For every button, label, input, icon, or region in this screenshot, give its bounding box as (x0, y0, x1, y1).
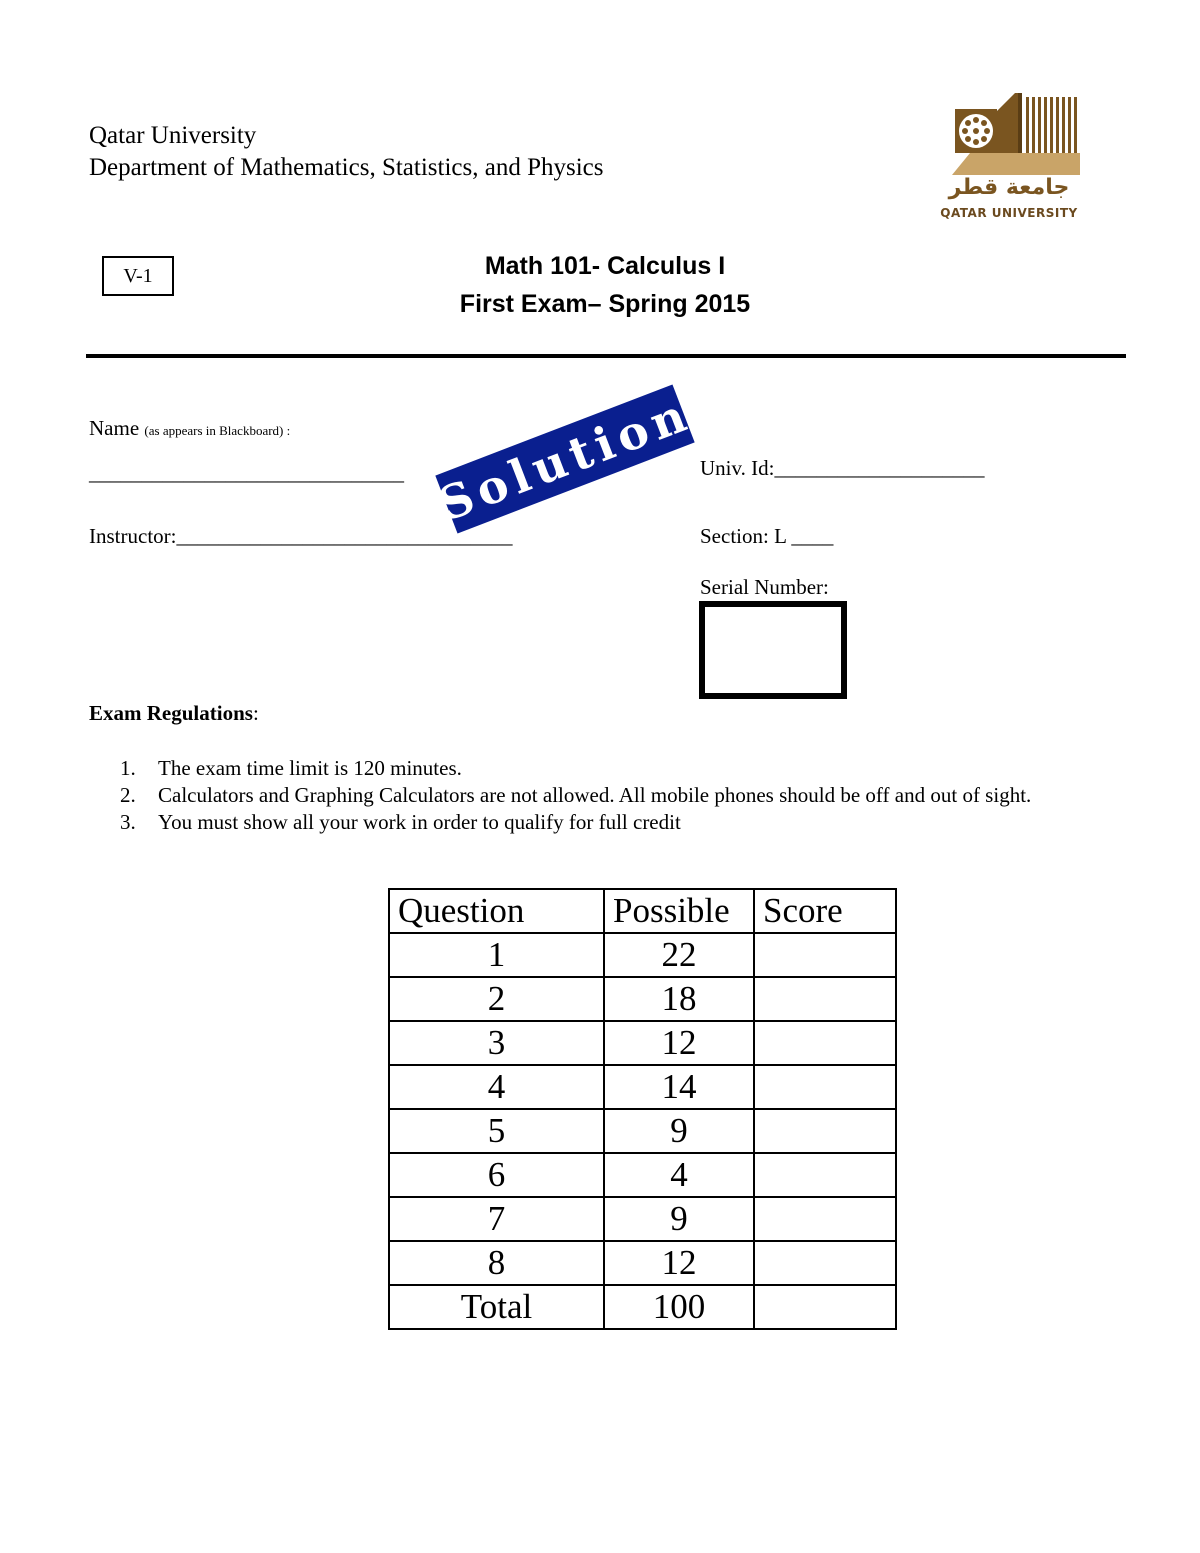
table-row (389, 1109, 896, 1153)
question-cell: 4 (389, 1065, 604, 1109)
course-title: Math 101- Calculus I (484, 252, 726, 280)
regulation-number: 1. (120, 756, 136, 780)
regulations-title (89, 699, 259, 727)
logo-arabic-text: جامعة قطر (948, 175, 1070, 200)
score-cell[interactable] (754, 1153, 896, 1197)
table-row (389, 977, 896, 1021)
regulation-number: 2. (120, 783, 136, 807)
table-row (389, 1065, 896, 1109)
regulations-title-colon: : (252, 701, 259, 725)
score-cell[interactable] (754, 1197, 896, 1241)
score-cell[interactable] (754, 1065, 896, 1109)
regulations-list (120, 755, 1100, 836)
name-input-line[interactable]: ______________________________ (89, 461, 404, 485)
question-cell: 1 (389, 933, 604, 977)
question-cell: 6 (389, 1153, 604, 1197)
section-field[interactable]: Section: L ____ (700, 524, 834, 548)
total-possible-cell: 100 (604, 1285, 754, 1329)
serial-number-label: Serial Number: (700, 575, 829, 599)
score-cell[interactable] (754, 1241, 896, 1285)
name-note: (as appears in Blackboard) : (144, 423, 291, 438)
score-cell[interactable] (754, 1021, 896, 1065)
header-divider (86, 354, 1126, 358)
score-table (388, 888, 897, 1330)
score-cell[interactable] (754, 1109, 896, 1153)
possible-cell: 18 (604, 977, 754, 1021)
question-cell: 8 (389, 1241, 604, 1285)
table-row (389, 1021, 896, 1065)
possible-cell: 12 (604, 1241, 754, 1285)
table-row (389, 1153, 896, 1197)
table-row (389, 933, 896, 977)
logo-english-text: QATAR UNIVERSITY (940, 206, 1078, 220)
possible-cell: 14 (604, 1065, 754, 1109)
table-total-row (389, 1285, 896, 1329)
possible-cell: 22 (604, 933, 754, 977)
question-cell: 2 (389, 977, 604, 1021)
question-cell: 7 (389, 1197, 604, 1241)
score-cell[interactable] (754, 977, 896, 1021)
possible-cell: 12 (604, 1021, 754, 1065)
university-logo (940, 93, 1090, 225)
header-question: Question (389, 889, 604, 933)
total-score-cell[interactable] (754, 1285, 896, 1329)
instructor-field[interactable]: Instructor:________________________________ (89, 524, 513, 548)
name-label-row (89, 414, 290, 445)
score-cell[interactable] (754, 933, 896, 977)
table-row (389, 1241, 896, 1285)
department-name: Department of Mathematics, Statistics, and Physics (89, 154, 604, 181)
table-header-row (389, 889, 896, 933)
university-name: Qatar University (89, 122, 257, 149)
regulation-text: Calculators and Graphing Calculators are not allowed. All mobile phones should be off and out of sight. (158, 783, 1032, 807)
regulations-title-text: Exam Regulations (89, 701, 253, 725)
name-label: Name (89, 416, 140, 440)
logo-emblem-icon (940, 93, 1080, 175)
univ-id-field[interactable]: Univ. Id:____________________ (700, 456, 985, 480)
solution-stamp: Solution (431, 386, 699, 532)
total-label-cell: Total (389, 1285, 604, 1329)
regulation-text: You must show all your work in order to qualify for full credit (158, 810, 681, 834)
header-possible: Possible (604, 889, 754, 933)
table-row (389, 1197, 896, 1241)
regulation-item (120, 809, 1100, 836)
header-score: Score (754, 889, 896, 933)
possible-cell: 4 (604, 1153, 754, 1197)
regulation-text: The exam time limit is 120 minutes. (158, 756, 462, 780)
possible-cell: 9 (604, 1197, 754, 1241)
regulation-number: 3. (120, 810, 136, 834)
regulation-item (120, 782, 1100, 809)
version-box: V-1 (102, 256, 174, 296)
serial-number-box[interactable] (699, 601, 847, 699)
question-cell: 5 (389, 1109, 604, 1153)
question-cell: 3 (389, 1021, 604, 1065)
possible-cell: 9 (604, 1109, 754, 1153)
regulation-item (120, 755, 1100, 782)
exam-title: First Exam– Spring 2015 (459, 290, 751, 318)
